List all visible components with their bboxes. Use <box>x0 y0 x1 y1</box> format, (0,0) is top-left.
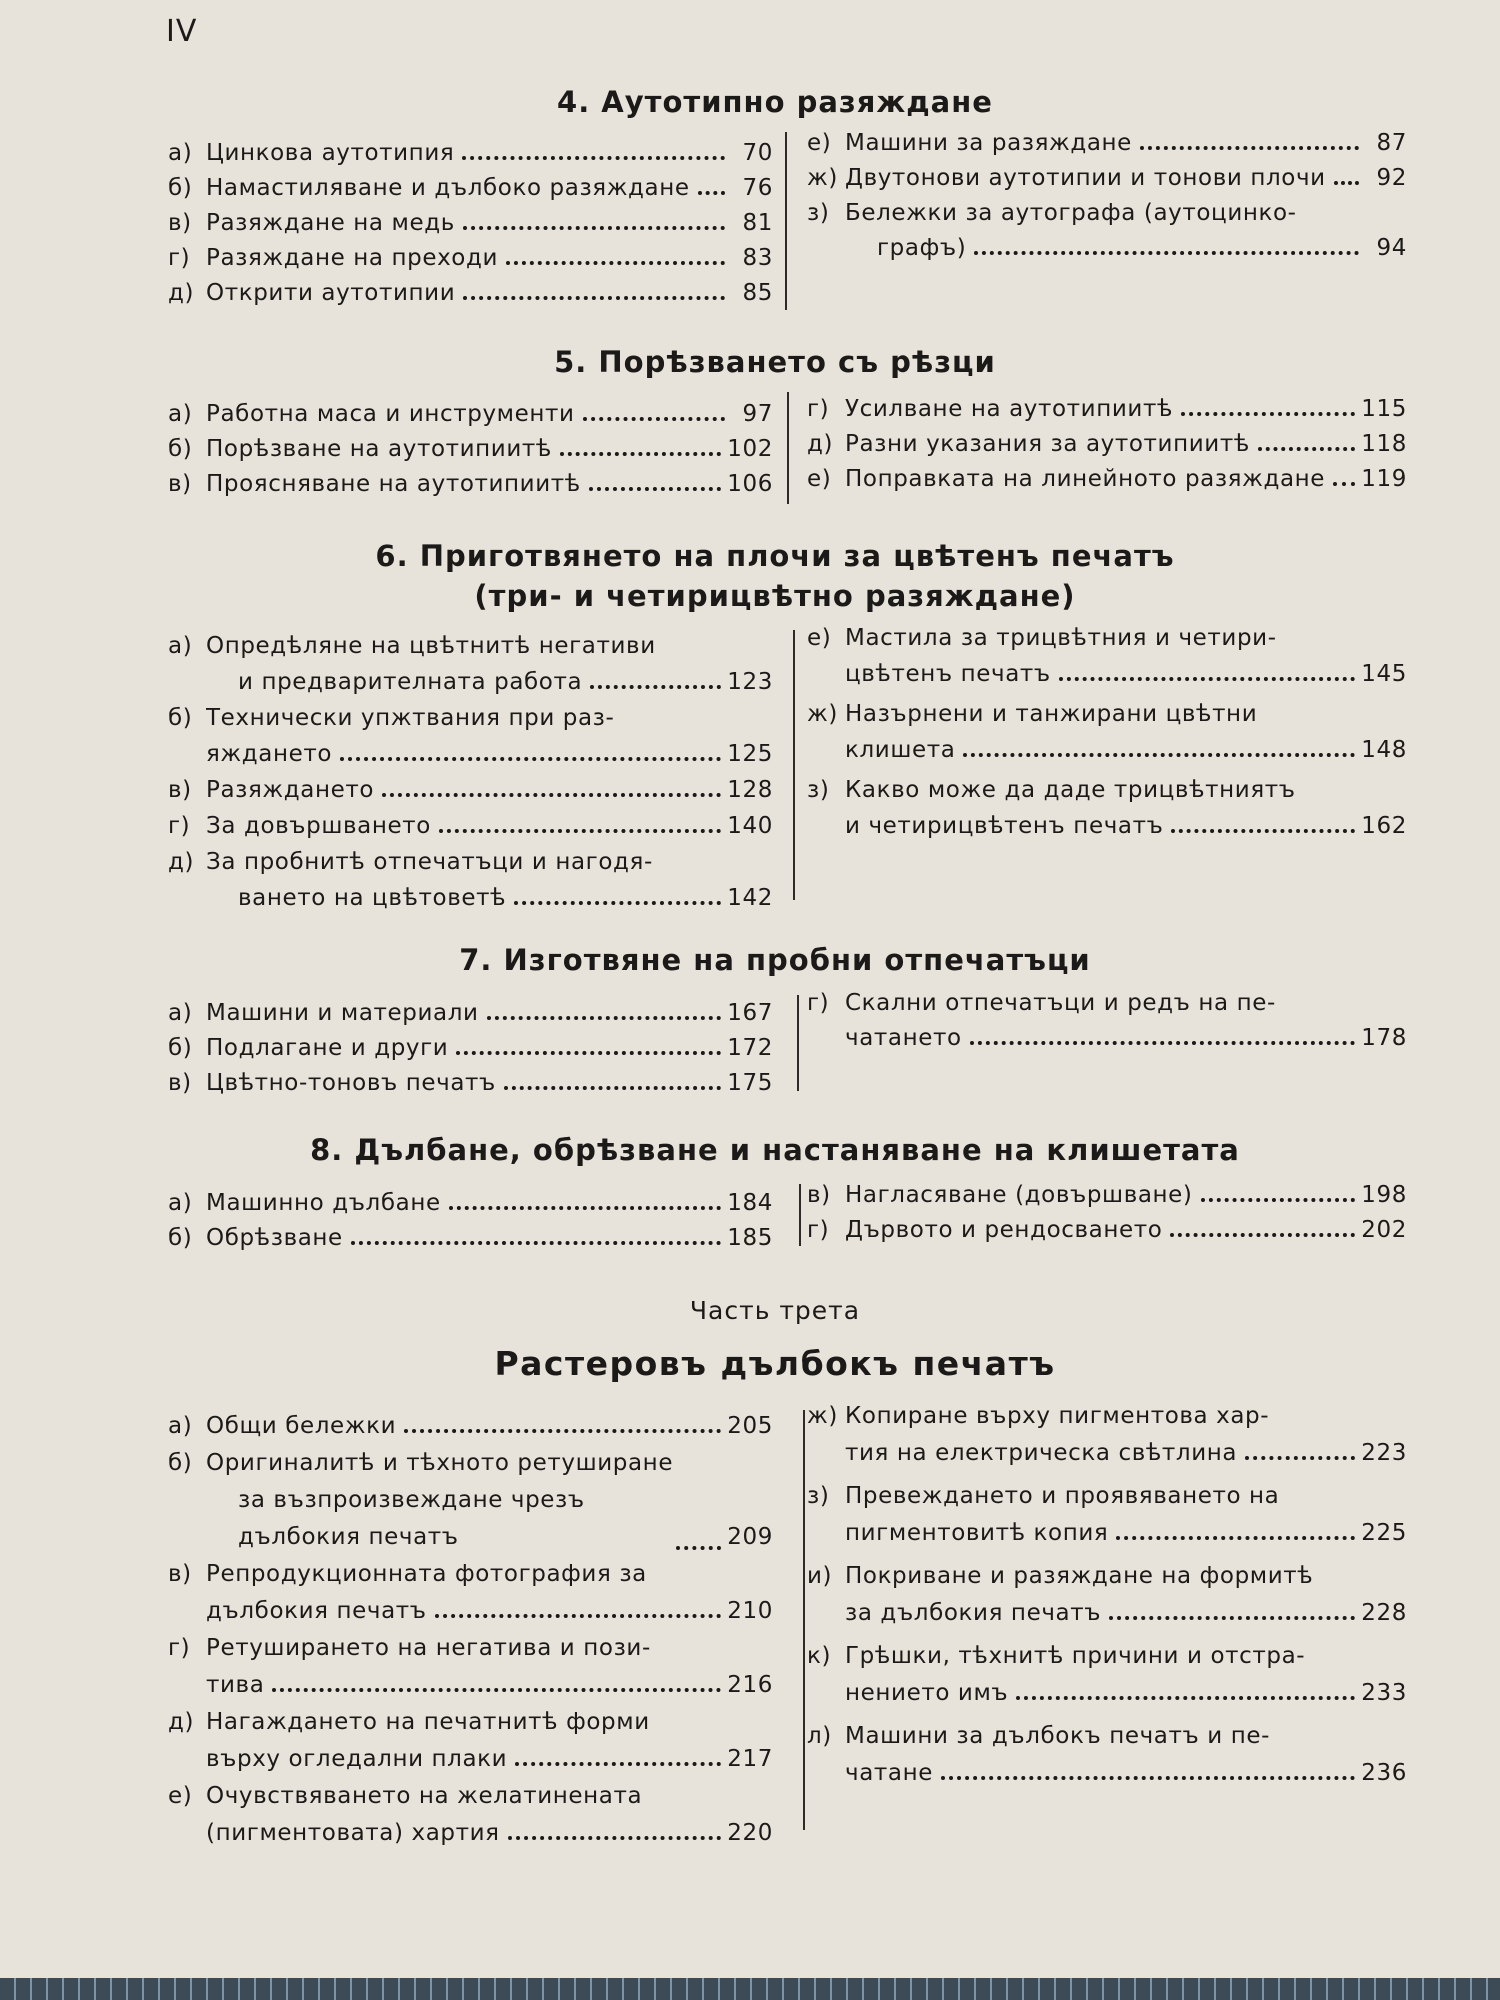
toc-entry[interactable] <box>807 1638 1407 1675</box>
dot-leader <box>382 793 721 797</box>
column-divider <box>785 132 787 310</box>
entry-page: 81 <box>742 210 773 236</box>
entry-text-continuation: за възпроизвеждане чрезъ дълбокия печатъ <box>238 1487 585 1550</box>
dot-leader <box>340 757 721 761</box>
entry-letter: г) <box>168 813 191 839</box>
entry-letter: а) <box>168 140 193 166</box>
dot-leader <box>974 251 1359 255</box>
toc-entry-continuation[interactable] <box>807 1021 1407 1056</box>
entry-page: 76 <box>742 175 773 201</box>
entry-text: Подлагане и други <box>206 1035 449 1061</box>
entry-text: Репродукционната фотография за <box>206 1561 647 1587</box>
dot-leader <box>1109 1616 1355 1620</box>
dot-leader <box>1016 1696 1355 1700</box>
entry-page: 85 <box>742 280 773 306</box>
entry-text: Машини и материали <box>206 1000 479 1026</box>
entry-page: 167 <box>727 1000 773 1026</box>
entry-letter: б) <box>168 1450 193 1476</box>
toc-entry-continuation[interactable] <box>807 1595 1407 1632</box>
entry-text: Покриване и разяждане на формитѣ <box>845 1563 1314 1589</box>
toc-entry-continuation[interactable] <box>168 1815 773 1852</box>
entry-letter: з) <box>807 1483 830 1509</box>
entry-text: Разяждане на преходи <box>206 245 499 271</box>
entry-text: Обрѣзване <box>206 1225 343 1251</box>
section-8-left-column <box>168 1186 773 1256</box>
toc-entry[interactable] <box>168 1630 773 1667</box>
entry-text-continuation: клишета <box>845 737 956 763</box>
column-divider <box>799 1184 801 1246</box>
toc-entry[interactable] <box>807 696 1407 732</box>
entry-text: Назърнени и танжирани цвѣтни <box>845 701 1258 727</box>
entry-letter: е) <box>807 625 832 651</box>
entry-text-continuation: пигментовитѣ копия <box>845 1520 1109 1546</box>
entry-letter: д) <box>168 1709 195 1735</box>
toc-entry-continuation[interactable] <box>168 664 773 700</box>
toc-entry[interactable] <box>807 196 1407 231</box>
toc-entry[interactable] <box>168 136 773 171</box>
dot-leader <box>1140 146 1359 150</box>
entry-text: Мастила за трицвѣтния и четири- <box>845 625 1277 651</box>
entry-text: Цвѣтно-тоновъ печатъ <box>206 1070 496 1096</box>
dot-leader <box>487 1016 722 1020</box>
dot-leader <box>508 1836 722 1840</box>
dot-leader <box>351 1241 721 1245</box>
entry-letter: в) <box>168 1561 192 1587</box>
toc-entry[interactable] <box>168 808 773 844</box>
dot-leader <box>1171 829 1355 833</box>
section-heading: 4. Аутотипно разяждане <box>557 85 993 119</box>
entry-page: 175 <box>727 1070 773 1096</box>
section-heading: 8. Дълбане, обрѣзване и настаняване на клишетата <box>310 1133 1240 1167</box>
entry-letter: б) <box>168 1035 193 1061</box>
toc-entry[interactable] <box>168 276 773 311</box>
entry-text: Поправката на линейното разяждане <box>845 466 1326 492</box>
column-divider <box>797 995 799 1091</box>
entry-text: Опредѣляне на цвѣтнитѣ негативи <box>206 633 656 659</box>
entry-text: Прояснявaне на аутотипиитѣ <box>206 471 581 497</box>
entry-page: 148 <box>1361 737 1407 763</box>
toc-entry[interactable] <box>807 986 1407 1021</box>
entry-letter: г) <box>807 396 830 422</box>
toc-entry[interactable] <box>807 161 1407 196</box>
toc-entry-continuation[interactable] <box>807 1675 1407 1712</box>
section-5-right-column <box>807 392 1407 497</box>
toc-entry[interactable] <box>168 1704 773 1741</box>
entry-page: 106 <box>727 471 773 497</box>
entry-text: Работна маса и инструменти <box>206 401 575 427</box>
entry-page: 83 <box>742 245 773 271</box>
dot-leader <box>456 1051 721 1055</box>
toc-entry-continuation[interactable] <box>168 880 773 916</box>
entry-page: 225 <box>1361 1520 1407 1546</box>
toc-entry[interactable] <box>168 628 773 664</box>
toc-entry-continuation[interactable] <box>807 231 1407 266</box>
entry-letter: е) <box>807 466 832 492</box>
dot-leader <box>1333 482 1355 486</box>
entry-letter: г) <box>168 1635 191 1661</box>
entry-text: Какво може да даде трицвѣтниятъ <box>845 777 1296 803</box>
entry-text: Разяждането <box>206 777 375 803</box>
part-3-right-column <box>807 1398 1407 1792</box>
entry-text: Машинно дълбане <box>206 1190 441 1216</box>
entry-text-continuation: чатането <box>845 1025 962 1051</box>
toc-entry-continuation[interactable] <box>168 1482 773 1556</box>
entry-page: 228 <box>1361 1600 1407 1626</box>
part-3-left-column <box>168 1408 773 1852</box>
entry-letter: и) <box>807 1563 833 1589</box>
dot-leader <box>506 261 725 265</box>
entry-text: Скални отпечатъци и редъ на пе- <box>845 990 1276 1016</box>
section-4-left-column <box>168 136 773 311</box>
entry-page: 216 <box>727 1672 773 1698</box>
entry-page: 87 <box>1376 130 1407 156</box>
toc-entry[interactable] <box>168 206 773 241</box>
entry-text: Намастиляване и дълбоко разяждане <box>206 175 690 201</box>
entry-text: Открити аутотипии <box>206 280 456 306</box>
entry-text: Очувствяването на желатинената <box>206 1783 643 1809</box>
entry-text: Бележки за аутографа (аутоцинко- <box>845 200 1297 226</box>
toc-entry[interactable] <box>168 241 773 276</box>
entry-text-continuation: нението имъ <box>845 1680 1009 1706</box>
toc-entry[interactable] <box>807 1718 1407 1755</box>
entry-page: 209 <box>727 1524 773 1550</box>
toc-entry[interactable] <box>168 844 773 880</box>
entry-page: 220 <box>727 1820 773 1846</box>
toc-entry[interactable] <box>168 1445 773 1482</box>
dot-leader <box>463 226 725 230</box>
dot-leader <box>1116 1536 1355 1540</box>
entry-page: 217 <box>727 1746 773 1772</box>
section-subtitle: (три- и четирицвѣтно разяждане) <box>474 579 1076 613</box>
section-7-right-column <box>807 986 1407 1056</box>
entry-page: 185 <box>727 1225 773 1251</box>
entry-letter: е) <box>807 130 832 156</box>
entry-letter: б) <box>168 175 193 201</box>
dot-leader <box>462 156 725 160</box>
dot-leader <box>435 1614 722 1618</box>
dot-leader <box>1201 1198 1356 1202</box>
toc-entry[interactable] <box>168 397 773 432</box>
entry-letter: ж) <box>807 1403 838 1429</box>
entry-text-continuation: ването на цвѣтоветѣ <box>238 885 507 911</box>
part-label: Часть трета <box>689 1296 861 1325</box>
entry-text: Двутонови аутотипии и тонови плочи <box>845 165 1326 191</box>
entry-page: 115 <box>1361 396 1407 422</box>
entry-text: Копиране върху пигментова хар- <box>845 1403 1270 1429</box>
entry-text-continuation: дълбокия печатъ <box>206 1598 427 1624</box>
toc-entry-continuation[interactable] <box>168 1593 773 1630</box>
entry-text: Нагаждането на печатнитѣ форми <box>206 1709 650 1735</box>
entry-text: Технически упжтвания при раз- <box>206 705 615 731</box>
dot-leader <box>1170 1233 1355 1237</box>
toc-entry[interactable] <box>807 772 1407 808</box>
entry-text: Порѣзване на аутотипиитѣ <box>206 436 552 462</box>
toc-entry[interactable] <box>168 700 773 736</box>
entry-text: Грѣшки, тѣхнитѣ причини и отстра- <box>845 1643 1306 1669</box>
entry-letter: г) <box>168 245 191 271</box>
entry-text: Общи бележки <box>206 1413 397 1439</box>
toc-entry[interactable] <box>168 467 773 502</box>
entry-text-continuation: за дълбокия печатъ <box>845 1600 1102 1626</box>
entry-text-continuation: яждането <box>206 741 333 767</box>
entry-text: За довършването <box>206 813 431 839</box>
entry-letter: в) <box>168 471 192 497</box>
dot-leader <box>463 296 725 300</box>
toc-entry[interactable] <box>807 620 1407 656</box>
toc-entry[interactable] <box>168 996 773 1031</box>
dot-leader <box>589 487 721 491</box>
toc-entry[interactable] <box>168 1778 773 1815</box>
dot-leader <box>560 452 721 456</box>
entry-letter: д) <box>168 280 195 306</box>
entry-page: 184 <box>727 1190 773 1216</box>
column-divider <box>793 630 795 900</box>
toc-entry[interactable] <box>168 1066 773 1101</box>
entry-page: 233 <box>1361 1680 1407 1706</box>
entry-text: Нагласяване (довършване) <box>845 1182 1193 1208</box>
entry-text: Цинкова аутотипия <box>206 140 455 166</box>
toc-entry-continuation[interactable] <box>807 732 1407 768</box>
entry-text-continuation: върху огледални плаки <box>206 1746 508 1772</box>
entry-text: Оригиналитѣ и тѣхното ретуширане <box>206 1450 674 1476</box>
entry-page: 94 <box>1376 235 1407 261</box>
entry-text-continuation: и четирицвѣтенъ печатъ <box>845 813 1164 839</box>
dot-leader <box>676 1546 721 1550</box>
dot-leader <box>449 1206 722 1210</box>
entry-page: 125 <box>727 741 773 767</box>
entry-text: Дървото и рендосването <box>845 1217 1163 1243</box>
toc-entry[interactable] <box>807 392 1407 427</box>
toc-entry-continuation[interactable] <box>168 1741 773 1778</box>
toc-entry[interactable] <box>168 772 773 808</box>
entry-text-continuation: и предварителната работа <box>238 669 583 695</box>
toc-entry[interactable] <box>168 1556 773 1593</box>
entry-letter: в) <box>168 777 192 803</box>
entry-text-continuation: тива <box>206 1672 265 1698</box>
dot-leader <box>1245 1456 1355 1460</box>
entry-page: 223 <box>1361 1440 1407 1466</box>
toc-entry[interactable] <box>168 1031 773 1066</box>
entry-letter: а) <box>168 401 193 427</box>
entry-text: Машини за дълбокъ печатъ и пе- <box>845 1723 1271 1749</box>
toc-entry-continuation[interactable] <box>807 808 1407 844</box>
entry-letter: б) <box>168 436 193 462</box>
entry-letter: д) <box>168 849 195 875</box>
entry-letter: г) <box>807 990 830 1016</box>
toc-entry-continuation[interactable] <box>168 736 773 772</box>
toc-entry-continuation[interactable] <box>807 1755 1407 1792</box>
entry-letter: л) <box>807 1723 832 1749</box>
dot-leader <box>1258 447 1355 451</box>
toc-entry[interactable] <box>168 171 773 206</box>
entry-letter: а) <box>168 1413 193 1439</box>
toc-entry[interactable] <box>168 432 773 467</box>
entry-page: 198 <box>1361 1182 1407 1208</box>
entry-letter: д) <box>807 431 834 457</box>
dot-leader <box>941 1776 1355 1780</box>
toc-entry[interactable] <box>807 126 1407 161</box>
section-6-left-column <box>168 628 773 916</box>
entry-letter: в) <box>807 1182 831 1208</box>
entry-letter: в) <box>168 210 192 236</box>
toc-entry[interactable] <box>168 1221 773 1256</box>
section-6-right-column <box>807 620 1407 844</box>
entry-text-continuation: тия на електрическа свѣтлина <box>845 1440 1238 1466</box>
entry-page: 102 <box>727 436 773 462</box>
toc-entry[interactable] <box>807 1478 1407 1515</box>
toc-entry[interactable] <box>807 1558 1407 1595</box>
dot-leader <box>404 1429 721 1433</box>
section-heading: 7. Изготвяне на пробни отпечатъци <box>459 943 1091 977</box>
column-divider <box>787 392 789 504</box>
section-7-left-column <box>168 996 773 1101</box>
entry-page: 145 <box>1361 661 1407 687</box>
section-8-right-column <box>807 1178 1407 1248</box>
dot-leader <box>590 685 721 689</box>
entry-text: Усилване на аутотипиитѣ <box>845 396 1174 422</box>
entry-page: 119 <box>1361 466 1407 492</box>
entry-letter: г) <box>807 1217 830 1243</box>
toc-entry[interactable] <box>807 1398 1407 1435</box>
entry-text-continuation: (пигментовата) хартия <box>206 1820 500 1846</box>
entry-page: 202 <box>1361 1217 1407 1243</box>
entry-text: За пробнитѣ отпечатъци и нагодя- <box>206 849 653 875</box>
entry-page: 97 <box>742 401 773 427</box>
toc-entry[interactable] <box>807 1213 1407 1248</box>
entry-page: 205 <box>727 1413 773 1439</box>
background-fabric <box>0 1978 1500 2000</box>
entry-letter: ж) <box>807 165 838 191</box>
dot-leader <box>439 829 721 833</box>
entry-text: Разяждане на медь <box>206 210 455 236</box>
toc-entry[interactable] <box>807 427 1407 462</box>
entry-letter: а) <box>168 633 193 659</box>
dot-leader <box>1059 677 1356 681</box>
toc-entry[interactable] <box>168 1408 773 1445</box>
toc-entry-continuation[interactable] <box>168 1667 773 1704</box>
part-title: Растеровъ дълбокъ печатъ <box>494 1344 1056 1383</box>
entry-text-continuation: чатане <box>845 1760 933 1786</box>
dot-leader <box>514 901 721 905</box>
section-5-left-column <box>168 397 773 502</box>
entry-text-continuation: цвѣтенъ печатъ <box>845 661 1051 687</box>
dot-leader <box>504 1086 721 1090</box>
entry-page: 178 <box>1361 1025 1407 1051</box>
entry-text-continuation: графъ) <box>877 235 967 261</box>
section-heading: 5. Порѣзването съ рѣзци <box>554 345 996 379</box>
toc-entry-continuation[interactable] <box>807 656 1407 692</box>
entry-page: 172 <box>727 1035 773 1061</box>
toc-entry[interactable] <box>807 462 1407 497</box>
entry-page: 210 <box>727 1598 773 1624</box>
entry-letter: а) <box>168 1190 193 1216</box>
entry-letter: к) <box>807 1643 832 1669</box>
dot-leader <box>583 417 725 421</box>
toc-entry[interactable] <box>807 1178 1407 1213</box>
toc-entry[interactable] <box>168 1186 773 1221</box>
entry-letter: а) <box>168 1000 193 1026</box>
entry-text: Ретуширането на негатива и пози- <box>206 1635 651 1661</box>
section-heading: 6. Приготвянето на плочи за цвѣтенъ печатъ <box>375 539 1175 573</box>
entry-page: 162 <box>1361 813 1407 839</box>
entry-letter: з) <box>807 777 830 803</box>
entry-letter: в) <box>168 1070 192 1096</box>
entry-text: Машини за разяждане <box>845 130 1132 156</box>
entry-page: 70 <box>742 140 773 166</box>
entry-letter: ж) <box>807 701 838 727</box>
entry-page: 236 <box>1361 1760 1407 1786</box>
entry-text: Превеждането и проявяването на <box>845 1483 1280 1509</box>
dot-leader <box>963 753 1355 757</box>
dot-leader <box>970 1041 1356 1045</box>
entry-page: 140 <box>727 813 773 839</box>
dot-leader <box>698 191 725 195</box>
page-number: IV <box>166 14 198 49</box>
entry-letter: б) <box>168 705 193 731</box>
dot-leader <box>1181 412 1355 416</box>
entry-text: Разни указания за аутотипиитѣ <box>845 431 1250 457</box>
entry-page: 142 <box>727 885 773 911</box>
section-4-right-column <box>807 126 1407 266</box>
toc-entry-continuation[interactable] <box>807 1515 1407 1552</box>
entry-letter: е) <box>168 1783 193 1809</box>
toc-entry-continuation[interactable] <box>807 1435 1407 1472</box>
dot-leader <box>1334 181 1359 185</box>
dot-leader <box>515 1762 721 1766</box>
entry-letter: б) <box>168 1225 193 1251</box>
dot-leader <box>272 1688 721 1692</box>
entry-page: 123 <box>727 669 773 695</box>
entry-page: 92 <box>1376 165 1407 191</box>
column-divider <box>803 1410 805 1830</box>
entry-page: 118 <box>1361 431 1407 457</box>
entry-page: 128 <box>727 777 773 803</box>
entry-letter: з) <box>807 200 830 226</box>
